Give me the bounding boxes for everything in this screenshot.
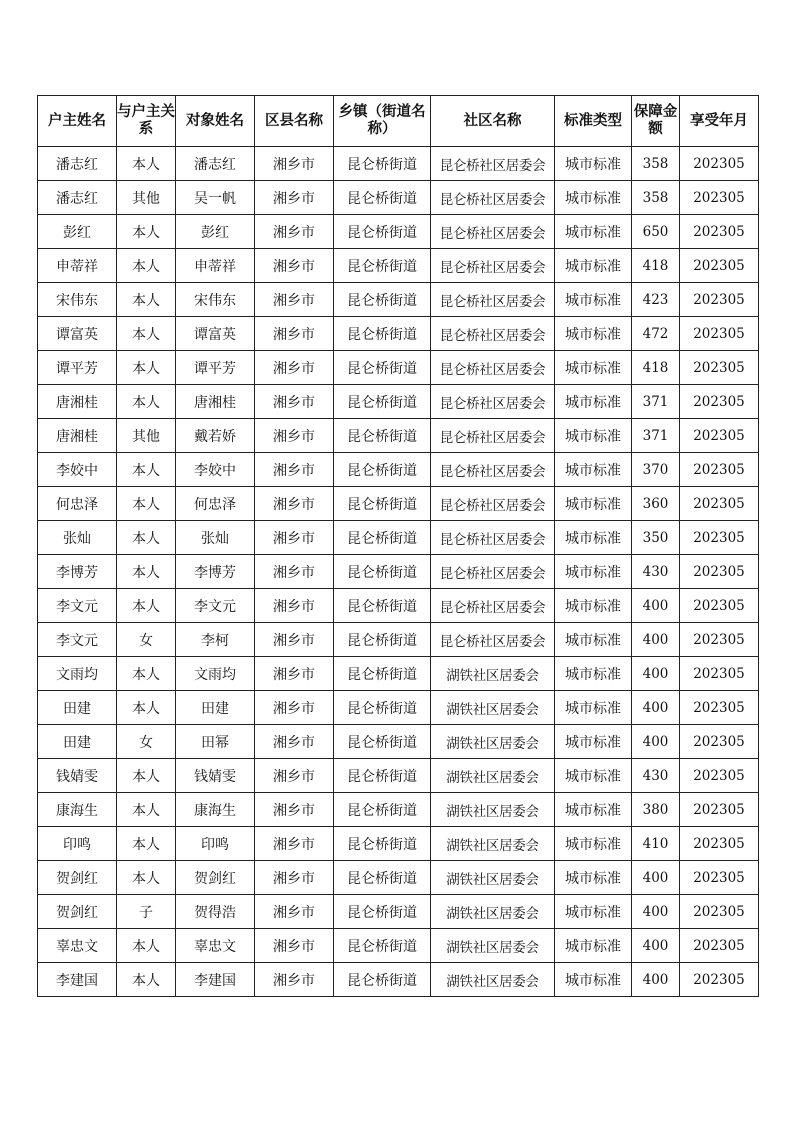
table-row (38, 827, 759, 861)
table-row (38, 691, 759, 725)
cell-relation: 本人 (117, 487, 176, 521)
cell-month: 202305 (680, 487, 759, 521)
cell-town: 昆仑桥街道 (334, 249, 431, 283)
cell-standard-type: 城市标准 (555, 521, 632, 555)
cell-householder-name: 何忠泽 (38, 487, 117, 521)
cell-community: 湖铁社区居委会 (431, 861, 555, 895)
cell-amount: 410 (632, 827, 680, 861)
cell-county: 湘乡市 (255, 963, 334, 997)
cell-recipient-name: 宋伟东 (176, 283, 255, 317)
cell-relation: 本人 (117, 147, 176, 181)
cell-standard-type: 城市标准 (555, 623, 632, 657)
cell-community: 湖铁社区居委会 (431, 759, 555, 793)
cell-town: 昆仑桥街道 (334, 181, 431, 215)
cell-town: 昆仑桥街道 (334, 929, 431, 963)
cell-town: 昆仑桥街道 (334, 283, 431, 317)
column-header-relation: 与户主关系 (117, 96, 176, 147)
cell-county: 湘乡市 (255, 453, 334, 487)
cell-standard-type: 城市标准 (555, 385, 632, 419)
cell-recipient-name: 李建国 (176, 963, 255, 997)
cell-relation: 其他 (117, 181, 176, 215)
cell-community: 昆仑桥社区居委会 (431, 147, 555, 181)
cell-community: 昆仑桥社区居委会 (431, 521, 555, 555)
column-header-amount: 保障金额 (632, 96, 680, 147)
cell-town: 昆仑桥街道 (334, 793, 431, 827)
column-header-standard-type: 标准类型 (555, 96, 632, 147)
table-row (38, 351, 759, 385)
cell-recipient-name: 田幂 (176, 725, 255, 759)
cell-relation: 本人 (117, 385, 176, 419)
cell-town: 昆仑桥街道 (334, 385, 431, 419)
cell-householder-name: 潘志红 (38, 181, 117, 215)
cell-householder-name: 钱婧雯 (38, 759, 117, 793)
cell-householder-name: 唐湘桂 (38, 385, 117, 419)
cell-recipient-name: 李姣中 (176, 453, 255, 487)
cell-town: 昆仑桥街道 (334, 861, 431, 895)
cell-community: 昆仑桥社区居委会 (431, 181, 555, 215)
cell-month: 202305 (680, 147, 759, 181)
table-row (38, 589, 759, 623)
cell-recipient-name: 张灿 (176, 521, 255, 555)
table-row (38, 861, 759, 895)
table-row (38, 283, 759, 317)
cell-standard-type: 城市标准 (555, 249, 632, 283)
cell-town: 昆仑桥街道 (334, 419, 431, 453)
cell-county: 湘乡市 (255, 385, 334, 419)
cell-month: 202305 (680, 385, 759, 419)
cell-county: 湘乡市 (255, 657, 334, 691)
cell-standard-type: 城市标准 (555, 963, 632, 997)
cell-community: 昆仑桥社区居委会 (431, 419, 555, 453)
cell-month: 202305 (680, 827, 759, 861)
cell-standard-type: 城市标准 (555, 657, 632, 691)
cell-recipient-name: 李博芳 (176, 555, 255, 589)
cell-standard-type: 城市标准 (555, 487, 632, 521)
cell-relation: 本人 (117, 589, 176, 623)
cell-amount: 400 (632, 963, 680, 997)
cell-recipient-name: 谭富英 (176, 317, 255, 351)
table-row (38, 181, 759, 215)
table-row (38, 657, 759, 691)
cell-county: 湘乡市 (255, 487, 334, 521)
cell-recipient-name: 钱婧雯 (176, 759, 255, 793)
cell-town: 昆仑桥街道 (334, 657, 431, 691)
cell-standard-type: 城市标准 (555, 283, 632, 317)
cell-relation: 本人 (117, 351, 176, 385)
cell-householder-name: 辜忠文 (38, 929, 117, 963)
cell-town: 昆仑桥街道 (334, 759, 431, 793)
cell-householder-name: 贺剑红 (38, 861, 117, 895)
table-row (38, 895, 759, 929)
cell-amount: 400 (632, 929, 680, 963)
cell-town: 昆仑桥街道 (334, 351, 431, 385)
column-header-month: 享受年月 (680, 96, 759, 147)
cell-town: 昆仑桥街道 (334, 963, 431, 997)
cell-town: 昆仑桥街道 (334, 487, 431, 521)
cell-community: 湖铁社区居委会 (431, 657, 555, 691)
cell-amount: 350 (632, 521, 680, 555)
cell-town: 昆仑桥街道 (334, 827, 431, 861)
cell-relation: 本人 (117, 691, 176, 725)
cell-month: 202305 (680, 895, 759, 929)
cell-town: 昆仑桥街道 (334, 623, 431, 657)
cell-county: 湘乡市 (255, 419, 334, 453)
cell-month: 202305 (680, 691, 759, 725)
cell-amount: 430 (632, 555, 680, 589)
cell-householder-name: 潘志红 (38, 147, 117, 181)
cell-community: 昆仑桥社区居委会 (431, 589, 555, 623)
cell-relation: 其他 (117, 419, 176, 453)
table-row (38, 385, 759, 419)
cell-month: 202305 (680, 861, 759, 895)
cell-month: 202305 (680, 657, 759, 691)
cell-recipient-name: 李柯 (176, 623, 255, 657)
cell-month: 202305 (680, 215, 759, 249)
cell-community: 昆仑桥社区居委会 (431, 453, 555, 487)
cell-relation: 女 (117, 623, 176, 657)
table-row (38, 419, 759, 453)
cell-community: 湖铁社区居委会 (431, 963, 555, 997)
cell-community: 昆仑桥社区居委会 (431, 623, 555, 657)
cell-recipient-name: 李文元 (176, 589, 255, 623)
cell-county: 湘乡市 (255, 589, 334, 623)
cell-recipient-name: 印鸣 (176, 827, 255, 861)
cell-standard-type: 城市标准 (555, 419, 632, 453)
cell-relation: 本人 (117, 453, 176, 487)
cell-town: 昆仑桥街道 (334, 147, 431, 181)
cell-month: 202305 (680, 963, 759, 997)
cell-standard-type: 城市标准 (555, 895, 632, 929)
cell-amount: 400 (632, 623, 680, 657)
table-header (38, 96, 759, 147)
cell-community: 昆仑桥社区居委会 (431, 487, 555, 521)
cell-community: 湖铁社区居委会 (431, 895, 555, 929)
table-row (38, 317, 759, 351)
cell-county: 湘乡市 (255, 215, 334, 249)
cell-relation: 本人 (117, 793, 176, 827)
column-header-town: 乡镇（街道名称） (334, 96, 431, 147)
cell-householder-name: 李姣中 (38, 453, 117, 487)
cell-town: 昆仑桥街道 (334, 521, 431, 555)
cell-month: 202305 (680, 555, 759, 589)
cell-householder-name: 李建国 (38, 963, 117, 997)
cell-month: 202305 (680, 929, 759, 963)
cell-recipient-name: 吴一帆 (176, 181, 255, 215)
cell-amount: 400 (632, 725, 680, 759)
cell-relation: 本人 (117, 215, 176, 249)
cell-community: 昆仑桥社区居委会 (431, 351, 555, 385)
cell-month: 202305 (680, 249, 759, 283)
cell-county: 湘乡市 (255, 759, 334, 793)
cell-community: 昆仑桥社区居委会 (431, 283, 555, 317)
cell-town: 昆仑桥街道 (334, 725, 431, 759)
cell-community: 昆仑桥社区居委会 (431, 215, 555, 249)
cell-standard-type: 城市标准 (555, 827, 632, 861)
cell-standard-type: 城市标准 (555, 555, 632, 589)
cell-town: 昆仑桥街道 (334, 215, 431, 249)
cell-amount: 380 (632, 793, 680, 827)
cell-county: 湘乡市 (255, 317, 334, 351)
cell-month: 202305 (680, 725, 759, 759)
cell-householder-name: 唐湘桂 (38, 419, 117, 453)
cell-amount: 370 (632, 453, 680, 487)
cell-standard-type: 城市标准 (555, 351, 632, 385)
cell-amount: 371 (632, 385, 680, 419)
cell-community: 昆仑桥社区居委会 (431, 249, 555, 283)
cell-householder-name: 康海生 (38, 793, 117, 827)
cell-amount: 650 (632, 215, 680, 249)
cell-community: 湖铁社区居委会 (431, 793, 555, 827)
cell-standard-type: 城市标准 (555, 691, 632, 725)
cell-month: 202305 (680, 181, 759, 215)
cell-amount: 423 (632, 283, 680, 317)
cell-amount: 400 (632, 861, 680, 895)
table-row (38, 521, 759, 555)
cell-amount: 400 (632, 895, 680, 929)
table-row (38, 555, 759, 589)
cell-relation: 本人 (117, 317, 176, 351)
cell-recipient-name: 田建 (176, 691, 255, 725)
cell-recipient-name: 贺剑红 (176, 861, 255, 895)
table-row (38, 793, 759, 827)
table-body (38, 147, 759, 997)
cell-amount: 400 (632, 691, 680, 725)
cell-standard-type: 城市标准 (555, 215, 632, 249)
cell-month: 202305 (680, 317, 759, 351)
cell-relation: 本人 (117, 249, 176, 283)
cell-relation: 本人 (117, 657, 176, 691)
cell-relation: 本人 (117, 521, 176, 555)
table-row (38, 453, 759, 487)
cell-town: 昆仑桥街道 (334, 317, 431, 351)
cell-county: 湘乡市 (255, 623, 334, 657)
table-row (38, 929, 759, 963)
cell-community: 湖铁社区居委会 (431, 929, 555, 963)
cell-amount: 472 (632, 317, 680, 351)
cell-standard-type: 城市标准 (555, 181, 632, 215)
cell-standard-type: 城市标准 (555, 589, 632, 623)
cell-county: 湘乡市 (255, 521, 334, 555)
assistance-roster-table (37, 95, 759, 997)
cell-month: 202305 (680, 453, 759, 487)
cell-recipient-name: 唐湘桂 (176, 385, 255, 419)
cell-month: 202305 (680, 623, 759, 657)
cell-standard-type: 城市标准 (555, 317, 632, 351)
cell-recipient-name: 文雨均 (176, 657, 255, 691)
cell-town: 昆仑桥街道 (334, 691, 431, 725)
column-header-county: 区县名称 (255, 96, 334, 147)
cell-householder-name: 印鸣 (38, 827, 117, 861)
cell-town: 昆仑桥街道 (334, 895, 431, 929)
cell-standard-type: 城市标准 (555, 147, 632, 181)
cell-recipient-name: 何忠泽 (176, 487, 255, 521)
header-row (38, 96, 759, 147)
cell-recipient-name: 辜忠文 (176, 929, 255, 963)
cell-relation: 本人 (117, 929, 176, 963)
cell-amount: 400 (632, 589, 680, 623)
cell-county: 湘乡市 (255, 861, 334, 895)
cell-householder-name: 田建 (38, 691, 117, 725)
cell-county: 湘乡市 (255, 691, 334, 725)
cell-standard-type: 城市标准 (555, 929, 632, 963)
cell-relation: 本人 (117, 861, 176, 895)
cell-householder-name: 李文元 (38, 623, 117, 657)
cell-relation: 本人 (117, 759, 176, 793)
cell-community: 昆仑桥社区居委会 (431, 555, 555, 589)
table-row (38, 759, 759, 793)
cell-county: 湘乡市 (255, 147, 334, 181)
cell-county: 湘乡市 (255, 249, 334, 283)
cell-recipient-name: 申蒂祥 (176, 249, 255, 283)
cell-householder-name: 张灿 (38, 521, 117, 555)
cell-standard-type: 城市标准 (555, 453, 632, 487)
cell-amount: 400 (632, 657, 680, 691)
cell-community: 湖铁社区居委会 (431, 827, 555, 861)
column-header-recipient-name: 对象姓名 (176, 96, 255, 147)
cell-recipient-name: 贺得浩 (176, 895, 255, 929)
cell-amount: 358 (632, 181, 680, 215)
cell-county: 湘乡市 (255, 283, 334, 317)
cell-standard-type: 城市标准 (555, 861, 632, 895)
cell-recipient-name: 潘志红 (176, 147, 255, 181)
table-row (38, 725, 759, 759)
table-row (38, 487, 759, 521)
cell-recipient-name: 谭平芳 (176, 351, 255, 385)
cell-county: 湘乡市 (255, 929, 334, 963)
cell-householder-name: 李博芳 (38, 555, 117, 589)
column-header-community: 社区名称 (431, 96, 555, 147)
cell-month: 202305 (680, 589, 759, 623)
cell-month: 202305 (680, 419, 759, 453)
cell-relation: 本人 (117, 827, 176, 861)
cell-month: 202305 (680, 283, 759, 317)
table-row (38, 147, 759, 181)
cell-householder-name: 彭红 (38, 215, 117, 249)
cell-householder-name: 宋伟东 (38, 283, 117, 317)
cell-recipient-name: 康海生 (176, 793, 255, 827)
cell-relation: 女 (117, 725, 176, 759)
cell-recipient-name: 戴若娇 (176, 419, 255, 453)
cell-relation: 本人 (117, 963, 176, 997)
cell-town: 昆仑桥街道 (334, 589, 431, 623)
cell-county: 湘乡市 (255, 181, 334, 215)
cell-relation: 本人 (117, 555, 176, 589)
cell-county: 湘乡市 (255, 555, 334, 589)
cell-month: 202305 (680, 521, 759, 555)
cell-county: 湘乡市 (255, 827, 334, 861)
table-row (38, 215, 759, 249)
cell-standard-type: 城市标准 (555, 759, 632, 793)
cell-recipient-name: 彭红 (176, 215, 255, 249)
cell-standard-type: 城市标准 (555, 725, 632, 759)
cell-community: 昆仑桥社区居委会 (431, 317, 555, 351)
cell-householder-name: 文雨均 (38, 657, 117, 691)
cell-community: 湖铁社区居委会 (431, 725, 555, 759)
cell-amount: 358 (632, 147, 680, 181)
cell-county: 湘乡市 (255, 895, 334, 929)
table-row (38, 963, 759, 997)
cell-householder-name: 谭平芳 (38, 351, 117, 385)
table-row (38, 623, 759, 657)
cell-amount: 360 (632, 487, 680, 521)
cell-relation: 本人 (117, 283, 176, 317)
cell-county: 湘乡市 (255, 793, 334, 827)
cell-community: 湖铁社区居委会 (431, 691, 555, 725)
cell-month: 202305 (680, 351, 759, 385)
cell-amount: 418 (632, 249, 680, 283)
cell-householder-name: 申蒂祥 (38, 249, 117, 283)
cell-amount: 371 (632, 419, 680, 453)
cell-town: 昆仑桥街道 (334, 453, 431, 487)
cell-amount: 418 (632, 351, 680, 385)
cell-month: 202305 (680, 793, 759, 827)
cell-county: 湘乡市 (255, 725, 334, 759)
cell-relation: 子 (117, 895, 176, 929)
cell-householder-name: 田建 (38, 725, 117, 759)
column-header-householder-name: 户主姓名 (38, 96, 117, 147)
cell-town: 昆仑桥街道 (334, 555, 431, 589)
cell-amount: 430 (632, 759, 680, 793)
cell-householder-name: 李文元 (38, 589, 117, 623)
cell-householder-name: 贺剑红 (38, 895, 117, 929)
cell-month: 202305 (680, 759, 759, 793)
table-row (38, 249, 759, 283)
cell-community: 昆仑桥社区居委会 (431, 385, 555, 419)
cell-standard-type: 城市标准 (555, 793, 632, 827)
cell-county: 湘乡市 (255, 351, 334, 385)
cell-householder-name: 谭富英 (38, 317, 117, 351)
